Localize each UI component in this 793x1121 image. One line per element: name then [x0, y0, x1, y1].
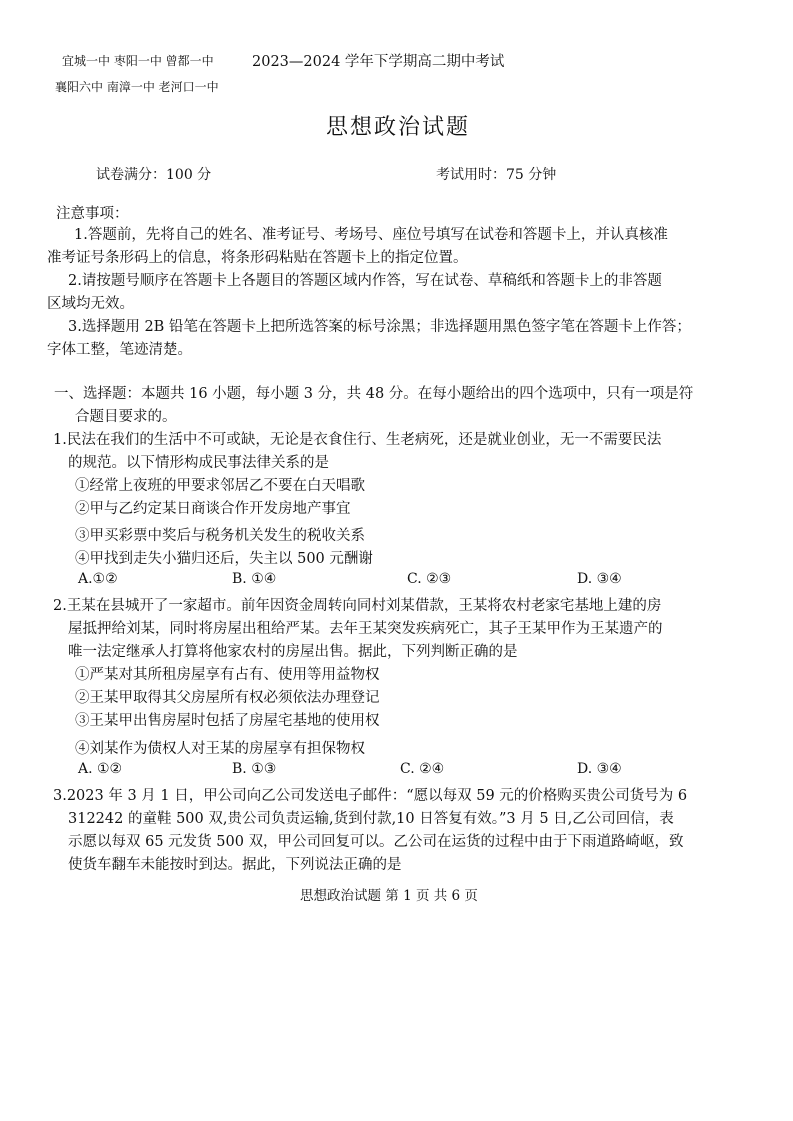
answer-option-d: D. ③④ — [577, 761, 622, 777]
header-exam-title: 2023—2024 学年下学期高二期中考试 — [252, 54, 505, 70]
statement-item: ④刘某作为债权人对王某的房屋享有担保物权 — [75, 741, 365, 757]
notice-heading: 注意事项： — [56, 206, 129, 222]
notice-line: 1.答题前，先将自己的姓名、准考证号、考场号、座位号填写在试卷和答题卡上，并认真核准 — [74, 227, 668, 243]
header-schools-line1: 宜城一中 枣阳一中 曾都一中 — [62, 54, 214, 68]
question-stem: 3.2023 年 3 月 1 日，甲公司向乙公司发送电子邮件：“愿以每双 59 元的价格购买贵公司货号为 6 — [53, 788, 688, 804]
statement-item: ①经常上夜班的甲要求邻居乙不要在白天唱歌 — [75, 478, 365, 494]
question-stem: 使货车翻车未能按时到达。据此，下列说法正确的是 — [68, 857, 402, 873]
answer-option-a: A.①② — [78, 571, 118, 587]
answer-option-d: D. ③④ — [577, 571, 622, 587]
question-stem: 1.民法在我们的生活中不可或缺，无论是衣食住行、生老病死，还是就业创业，无一不需要民法 — [53, 432, 662, 448]
section-heading-cont: 合题目要求的。 — [75, 409, 177, 425]
answer-option-a: A. ①② — [78, 761, 123, 777]
answer-option-c: C. ②③ — [407, 571, 452, 587]
question-stem: 示愿以每双 65 元发货 500 双，甲公司回复可以。乙公司在运货的过程中由于下雨道路崎岖，致 — [68, 834, 684, 850]
page-footer: 思想政治试题 第 1 页 共 6 页 — [300, 888, 478, 904]
header-schools-line2: 襄阳六中 南漳一中 老河口一中 — [55, 80, 219, 94]
question-stem: 2.王某在县城开了一家超市。前年因资金周转向同村刘某借款，王某将农村老家宅基地上建的房 — [53, 598, 662, 614]
statement-item: ①严某对其所租房屋享有占有、使用等用益物权 — [75, 667, 380, 683]
notice-line: 区域均无效。 — [47, 296, 134, 312]
answer-option-b: B. ①④ — [232, 571, 277, 587]
notice-line: 准考证号条形码上的信息，将条形码粘贴在答题卡上的指定位置。 — [47, 250, 468, 266]
statement-item: ④甲找到走失小猫归还后，失主以 500 元酬谢 — [75, 551, 373, 567]
question-stem: 唯一法定继承人打算将他家农村的房屋出售。据此，下列判断正确的是 — [68, 644, 518, 660]
page-title: 思想政治试题 — [326, 115, 471, 140]
notice-line: 字体工整，笔迹清楚。 — [47, 342, 192, 358]
notice-line: 2.请按题号顺序在答题卡上各题目的答题区域内作答，写在试卷、草稿纸和答题卡上的非答题 — [68, 273, 662, 289]
answer-option-b: B. ①③ — [232, 761, 277, 777]
full-score: 试卷满分：100 分 — [96, 167, 212, 183]
notice-line: 3.选择题用 2B 铅笔在答题卡上把所选答案的标号涂黑；非选择题用黑色签字笔在答题卡上作答； — [68, 319, 691, 335]
statement-item: ③王某甲出售房屋时包括了房屋宅基地的使用权 — [75, 713, 380, 729]
question-stem: 屋抵押给刘某，同时将房屋出租给严某。去年王某突发疾病死亡，其子王某甲作为王某遗产的 — [68, 621, 663, 637]
statement-item: ③甲买彩票中奖后与税务机关发生的税收关系 — [75, 528, 365, 544]
question-stem: 312242 的童鞋 500 双,贵公司负责运输,货到付款,10 日答复有效。”3 月 5 日,乙公司回信，表 — [68, 811, 674, 827]
answer-option-c: C. ②④ — [400, 761, 445, 777]
statement-item: ②甲与乙约定某日商谈合作开发房地产事宜 — [75, 501, 351, 517]
statement-item: ②王某甲取得其父房屋所有权必须依法办理登记 — [75, 690, 380, 706]
exam-time: 考试用时：75 分钟 — [436, 167, 557, 183]
section-heading: 一、选择题：本题共 16 小题，每小题 3 分，共 48 分。在每小题给出的四个选项中，只有一项是符 — [54, 386, 694, 402]
question-stem: 的规范。以下情形构成民事法律关系的是 — [68, 455, 329, 471]
